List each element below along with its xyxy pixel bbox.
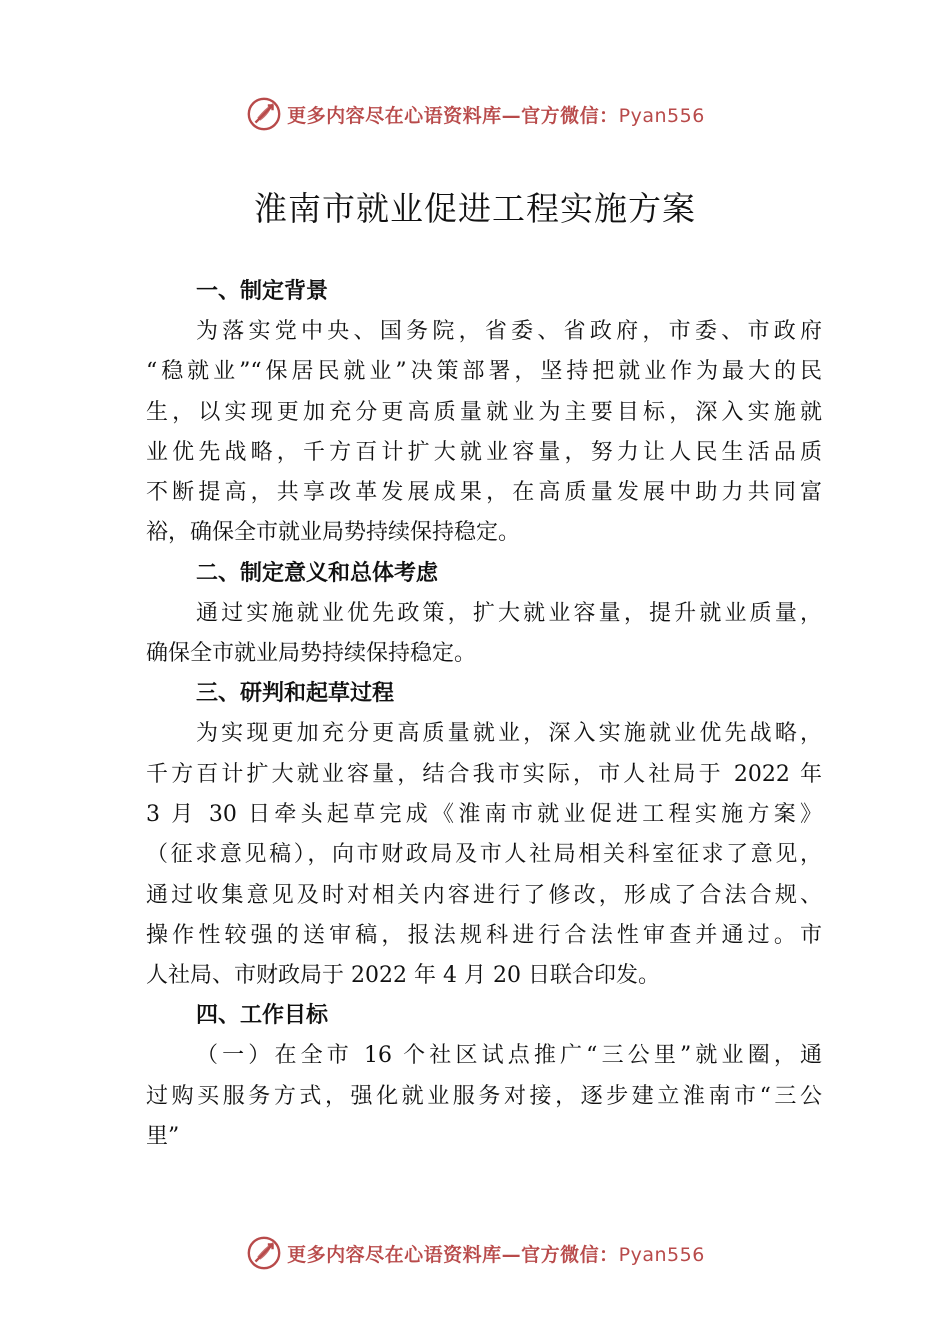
paragraph-line: 为落实党中央、国务院，省委、省政府，市委、市政府 (196, 319, 822, 344)
document-body (146, 272, 822, 1157)
watermark-text: 更多内容尽在心语资料库—官方微信：Pyan556 (287, 104, 705, 127)
section-background (146, 272, 822, 554)
paragraph-line: 裕，确保全市就业局势持续保持稳定。 (146, 520, 521, 546)
watermark-text: 更多内容尽在心语资料库—官方微信：Pyan556 (287, 1243, 705, 1266)
paragraph-line: 业优先战略，千方百计扩大就业容量，努力让人民生活品质 (146, 439, 822, 465)
paragraph-line: 为实现更加充分更高质量就业，深入实施就业优先战略， (196, 721, 822, 747)
quill-logo-icon (245, 95, 283, 133)
document-title: 淮南市就业促进工程实施方案 (254, 189, 696, 228)
paragraph (146, 1036, 822, 1157)
paragraph-line: 里” (146, 1124, 180, 1150)
section-work-goals (146, 996, 822, 1157)
section-heading: 二、制定意义和总体考虑 (196, 560, 439, 586)
paragraph-line: 人社局、市财政局于 2022 年 4 月 20 日联合印发。 (146, 963, 660, 989)
paragraph-line: 通过收集意见及时对相关内容进行了修改，形成了合法合规、 (146, 882, 822, 908)
section-heading: 一、制定背景 (196, 279, 329, 304)
paragraph-line: （一）在全市 16 个社区试点推广“三公里”就业圈，通 (196, 1043, 822, 1069)
section-heading: 四、工作目标 (196, 1003, 329, 1029)
paragraph-line: 生，以实现更加充分更高质量就业为主要目标，深入实施就 (146, 399, 822, 425)
paragraph-line: 确保全市就业局势持续保持稳定。 (146, 641, 477, 667)
section-heading: 三、研判和起草过程 (196, 681, 395, 707)
paragraph (146, 714, 822, 996)
paragraph-line: 千方百计扩大就业容量，结合我市实际，市人社局于 2022 年 (146, 761, 822, 787)
paragraph-line: 操作性较强的送审稿，报法规科进行合法性审查并通过。市 (146, 922, 822, 948)
section-significance (146, 554, 822, 675)
paragraph-line: （征求意见稿），向市财政局及市人社局相关科室征求了意见， (146, 842, 822, 868)
watermark-footer (0, 1231, 950, 1275)
paragraph-line: 3 月 30 日牵头起草完成《淮南市就业促进工程实施方案》 (146, 801, 822, 827)
section-drafting-process (146, 674, 822, 996)
watermark-header (0, 92, 950, 136)
paragraph (146, 312, 822, 554)
paragraph-line: 过购买服务方式，强化就业服务对接，逐步建立淮南市“三公 (146, 1083, 822, 1109)
quill-logo-icon (245, 1234, 283, 1272)
paragraph (146, 594, 822, 675)
paragraph-line: 不断提高，共享改革发展成果，在高质量发展中助力共同富 (146, 480, 822, 506)
paragraph-line: “稳就业”“保居民就业”决策部署，坚持把就业作为最大的民 (146, 359, 822, 385)
paragraph-line: 通过实施就业优先政策，扩大就业容量，提升就业质量， (196, 600, 822, 626)
